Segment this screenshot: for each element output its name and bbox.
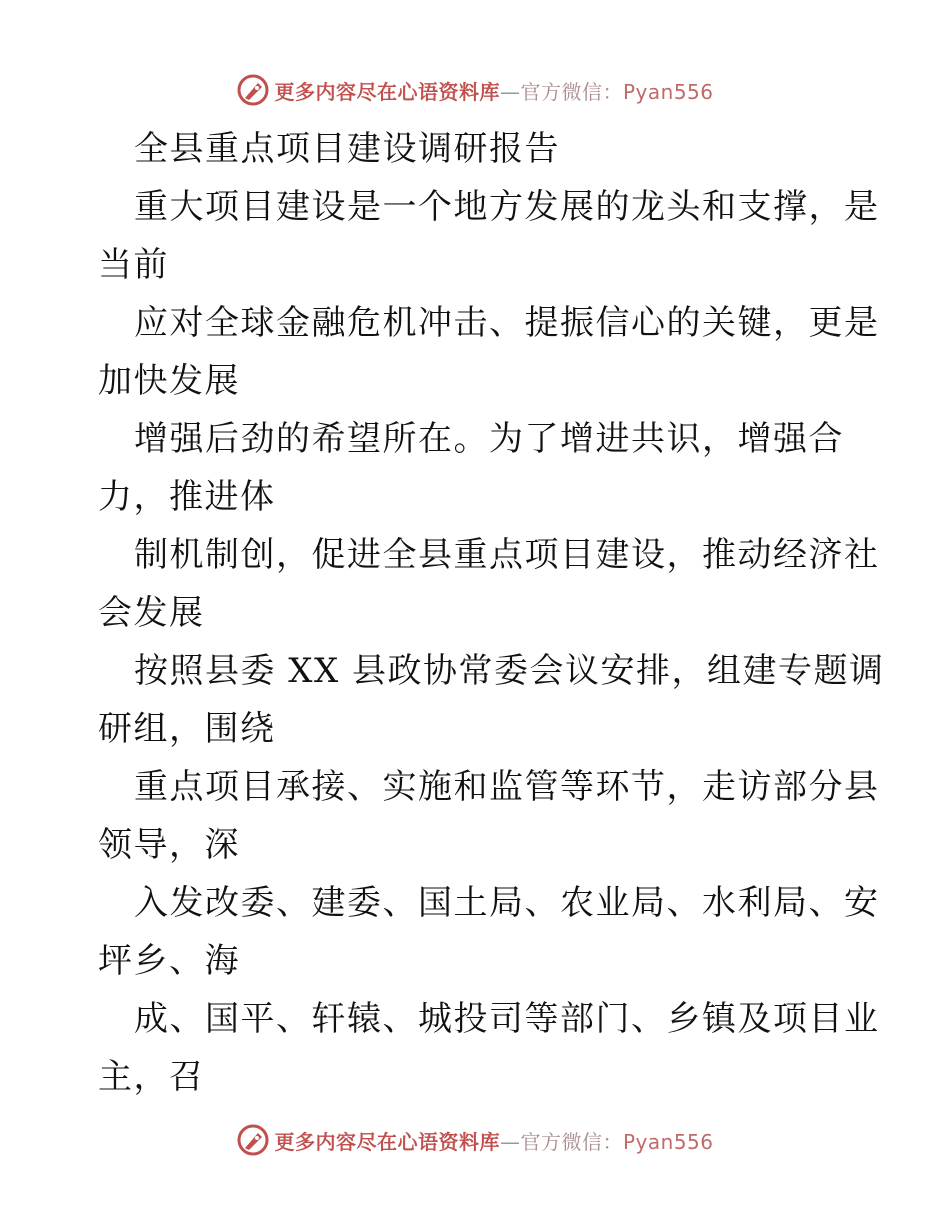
- footer-watermark: [0, 1120, 950, 1160]
- paragraph-line: 入发改委、建委、国土局、农业局、水利局、安: [134, 883, 880, 923]
- watermark-wechat-label: 官方微信：: [520, 1129, 623, 1154]
- paragraph-line: 当前: [98, 245, 169, 285]
- watermark-wechat-id: Pyan556: [622, 1129, 714, 1154]
- watermark-main-text: 更多内容尽在心语资料库: [274, 79, 500, 104]
- watermark-wechat-id: Pyan556: [622, 79, 714, 104]
- document-body: [98, 120, 885, 1106]
- paragraph-line: 成、国平、轩辕、城投司等部门、乡镇及项目业: [134, 999, 880, 1039]
- paragraph-line: 力，推进体: [98, 477, 276, 517]
- watermark-main-text: 更多内容尽在心语资料库: [274, 1129, 500, 1154]
- watermark-wechat-label: 官方微信：: [520, 79, 623, 104]
- pen-nib-logo-icon: [236, 73, 270, 107]
- header-watermark: [0, 70, 950, 110]
- paragraph-line: 领导，深: [98, 825, 240, 865]
- paragraph-line: 研组，围绕: [98, 709, 276, 749]
- watermark-separator: —: [499, 1129, 521, 1154]
- paragraph-line: 坪乡、海: [98, 941, 240, 981]
- document-title: 全县重点项目建设调研报告: [134, 129, 560, 169]
- watermark-separator: —: [499, 79, 521, 104]
- paragraph-line: 重大项目建设是一个地方发展的龙头和支撑，是: [134, 187, 880, 227]
- paragraph-line: 重点项目承接、实施和监管等环节，走访部分县: [134, 767, 880, 807]
- paragraph-line: 应对全球金融危机冲击、提振信心的关键，更是: [134, 303, 880, 343]
- watermark-text: [274, 76, 713, 105]
- paragraph-line: 加快发展: [98, 361, 240, 401]
- paragraph-line: 增强后劲的希望所在。为了增进共识，增强合: [134, 419, 844, 459]
- paragraph-line: 会发展: [98, 593, 205, 633]
- paragraph-line: 制机制创，促进全县重点项目建设，推动经济社: [134, 535, 880, 575]
- paragraph-line: 按照县委 XX 县政协常委会议安排，组建专题调: [134, 651, 885, 691]
- paragraph-line: 主，召: [98, 1057, 205, 1097]
- pen-nib-logo-icon: [236, 1123, 270, 1157]
- watermark-text: [274, 1126, 713, 1155]
